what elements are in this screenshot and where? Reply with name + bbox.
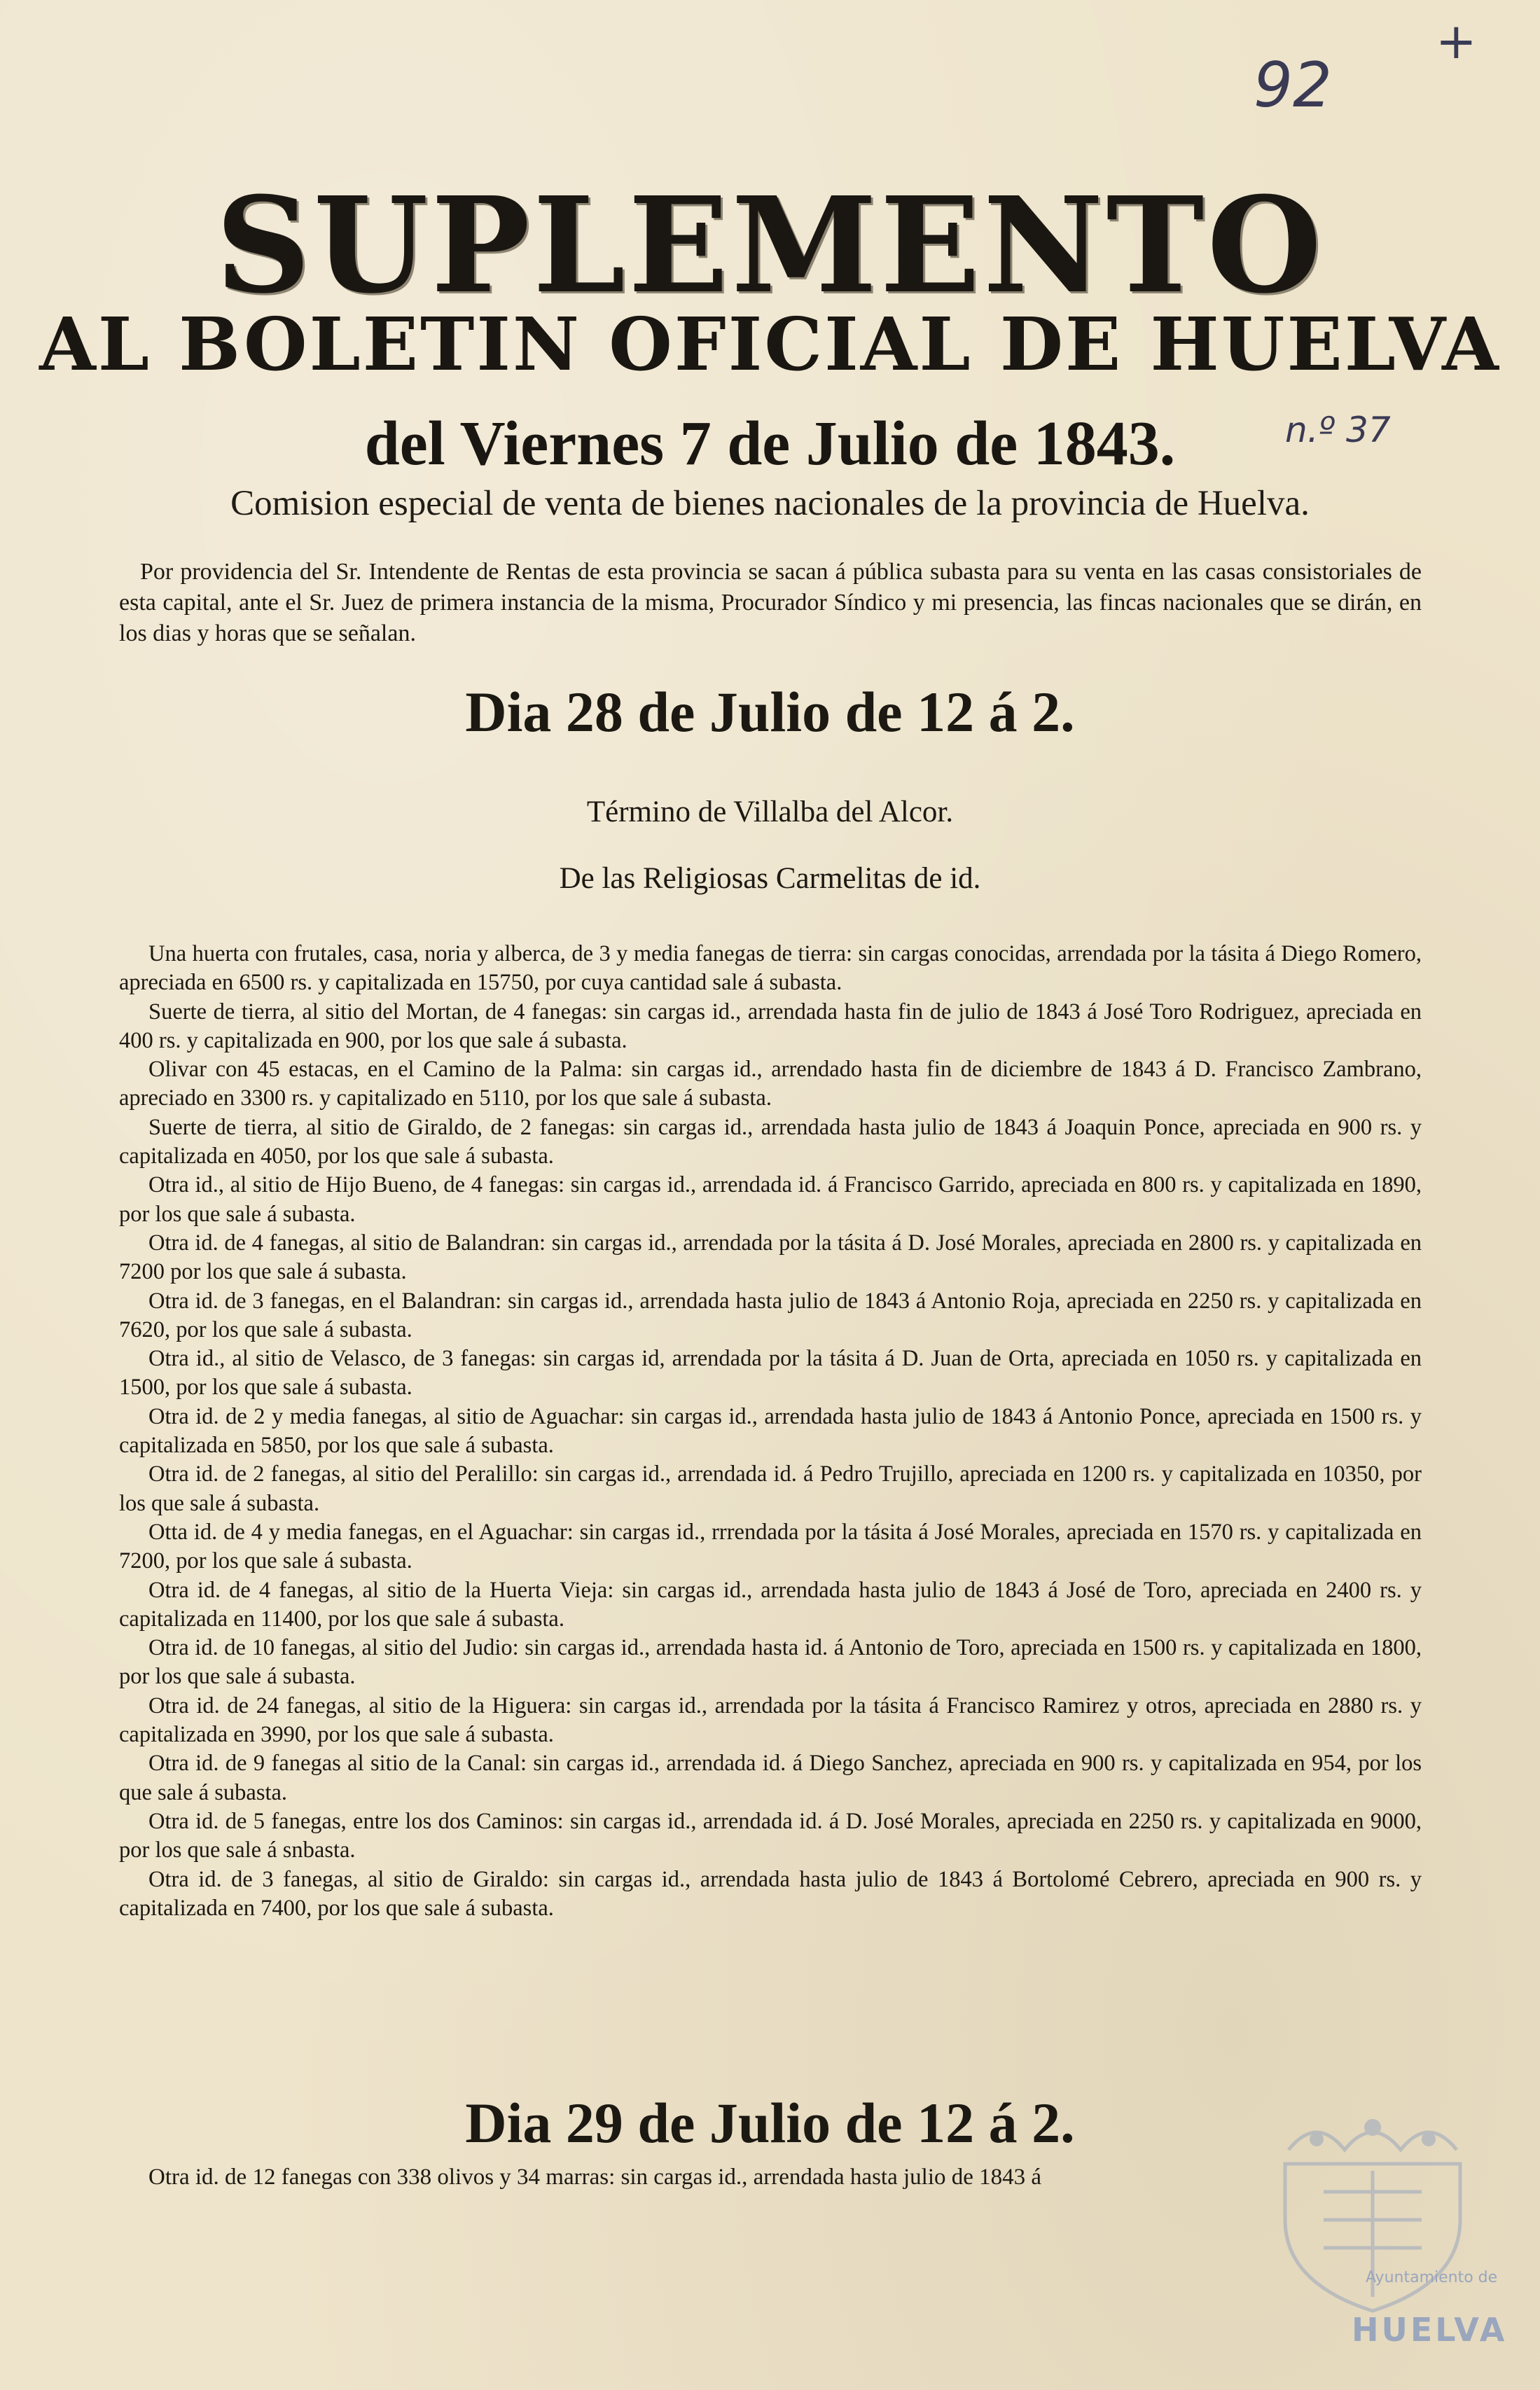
- masthead-title: SUPLEMENTO: [215, 168, 1325, 323]
- property-item: Otra id. de 24 fanegas, al sitio de la Higuera: sin cargas id., arrendada por la tásita á Francisco Ramirez y otros, apreciada en 2880 rs. y capitalizada en 3990, por los que sale á subasta.: [119, 1693, 1422, 1748]
- property-item: Otra id., al sitio de Velasco, de 3 fanegas: sin cargas id, arrendada por la tásita á D. Juan de Orta, apreciada en 1050 rs. y capitalizada en 1500, por los que sale á subasta.: [119, 1346, 1422, 1401]
- owner-heading: De las Religiosas Carmelitas de id.: [559, 862, 981, 895]
- property-list: [119, 940, 1422, 1923]
- property-item: Otra id. de 3 fanegas, en el Balandran: sin cargas id., arrendada hasta julio de 1843 á Antonio Roja, apreciada en 2250 rs. y capitalizada en 7620, por los que sale á subasta.: [119, 1288, 1422, 1342]
- masthead-subtitle: AL BOLETIN OFICIAL DE HUELVA: [39, 301, 1501, 387]
- property-item: Otra id. de 2 fanegas, al sitio del Peralillo: sin cargas id., arrendada id. á Pedro Trujillo, apreciada en 1200 rs. y capitalizada en 10350, por los que sale á subasta.: [119, 1461, 1422, 1516]
- property-item: Suerte de tierra, al sitio del Mortan, de 4 fanegas: sin cargas id., arrendada hasta fin de julio de 1843 á José Toro Rodriguez, apreciada en 400 rs. y capitalizada en 900, por los que sale á subasta.: [119, 999, 1422, 1053]
- property-item: Otra id. de 4 fanegas, al sitio de la Huerta Vieja: sin cargas id., arrendada hasta julio de 1843 á José de Toro, apreciada en 2400 rs. y capitalizada en 11400, por los que sale á subasta.: [119, 1577, 1422, 1632]
- issue-date: del Viernes 7 de Julio de 1843.: [364, 409, 1176, 478]
- day2-first-item: [119, 2162, 1422, 2192]
- property-item: Una huerta con frutales, casa, noria y alberca, de 3 y media fanegas de tierra: sin cargas conocidas, arrendada por la tásita á Diego Romero, apreciada en 6500 rs. y capitalizada en 15750, por cuya cantidad sale á subasta.: [119, 941, 1422, 996]
- handwritten-number: n.º 37: [1285, 410, 1391, 450]
- term-heading: Término de Villalba del Alcor.: [586, 795, 954, 828]
- stamp-city: HUELVA: [1352, 2311, 1508, 2349]
- property-item: Otra id. de 2 y media fanegas, al sitio de Aguachar: sin cargas id., arrendada hasta julio de 1843 á Antonio Ponce, apreciada en 1500 rs. y capitalizada en 5850, por los que sale á subasta.: [119, 1403, 1422, 1459]
- property-item: Otra id. de 4 fanegas, al sitio de Balandran: sin cargas id., arrendada por la tásita á D. José Morales, apreciada en 2800 rs. y capitalizada en 7200 por los que sale á subasta.: [119, 1230, 1422, 1285]
- intro-text: Por providencia del Sr. Intendente de Rentas de esta provincia se sacan á pública subasta para su venta en las casas consistoriales de esta capital, ante el Sr. Juez de primera instancia de la misma, Procurador Síndico y mi presencia, las fincas nacionales que se dirán, en los dias y horas que se señalan.: [119, 559, 1422, 646]
- folio-number: 92: [1254, 49, 1332, 121]
- property-item: Otra id. de 12 fanegas con 338 olivos y 34 marras: sin cargas id., arrendada hasta julio de 1843 á: [148, 2165, 1042, 2190]
- day-heading-29: Dia 29 de Julio de 12 á 2.: [465, 2091, 1075, 2155]
- property-item: Otra id. de 9 fanegas al sitio de la Canal: sin cargas id., arrendada id. á Diego Sanchez, apreciada en 900 rs. y capitalizada en 954, por los que sale á subasta.: [119, 1751, 1422, 1805]
- property-item: Otra id. de 5 fanegas, entre los dos Caminos: sin cargas id., arrendada id. á D. José Morales, apreciada en 2250 rs. y capitalizada en 9000, por los que sale á snbasta.: [119, 1808, 1422, 1863]
- property-item: Suerte de tierra, al sitio de Giraldo, de 2 fanegas: sin cargas id., arrendada hasta julio de 1843 á Joaquin Ponce, apreciada en 900 rs. y capitalizada en 4050, por los que sale á subasta.: [119, 1114, 1422, 1169]
- property-item: Otra id. de 10 fanegas, al sitio del Judio: sin cargas id., arrendada hasta id. á Antonio de Toro, apreciada en 1500 rs. y capitalizada en 1800, por los que sale á subasta.: [119, 1635, 1422, 1690]
- commission-line: Comision especial de venta de bienes nacionales de la provincia de Huelva.: [230, 484, 1310, 523]
- property-item: Otta id. de 4 y media fanegas, en el Aguachar: sin cargas id., rrrendada por la tásita á José Morales, apreciada en 1570 rs. y capitalizada en 7200, por los que sale á subasta.: [119, 1519, 1422, 1574]
- marginal-plus-mark: +: [1436, 13, 1477, 70]
- day-heading-28: Dia 28 de Julio de 12 á 2.: [465, 680, 1075, 744]
- property-item: Otra id. de 3 fanegas, al sitio de Giraldo: sin cargas id., arrendada hasta julio de 1843 á Bortolomé Cebrero, apreciada en 900 rs. y capitalizada en 7400, por los que sale á subasta.: [119, 1866, 1422, 1921]
- property-item: Olivar con 45 estacas, en el Camino de la Palma: sin cargas id., arrendado hasta fin de diciembre de 1843 á D. Francisco Zambrano, apreciado en 3300 rs. y capitalizado en 5110, por los que sale á subasta.: [119, 1057, 1422, 1111]
- intro-paragraph: [119, 557, 1422, 649]
- stamp-caption: Ayuntamiento de: [1366, 2269, 1498, 2286]
- property-item: Otra id., al sitio de Hijo Bueno, de 4 fanegas: sin cargas id., arrendada id. á Francisco Garrido, apreciada en 800 rs. y capitalizada en 1890, por los que sale á subasta.: [119, 1172, 1422, 1227]
